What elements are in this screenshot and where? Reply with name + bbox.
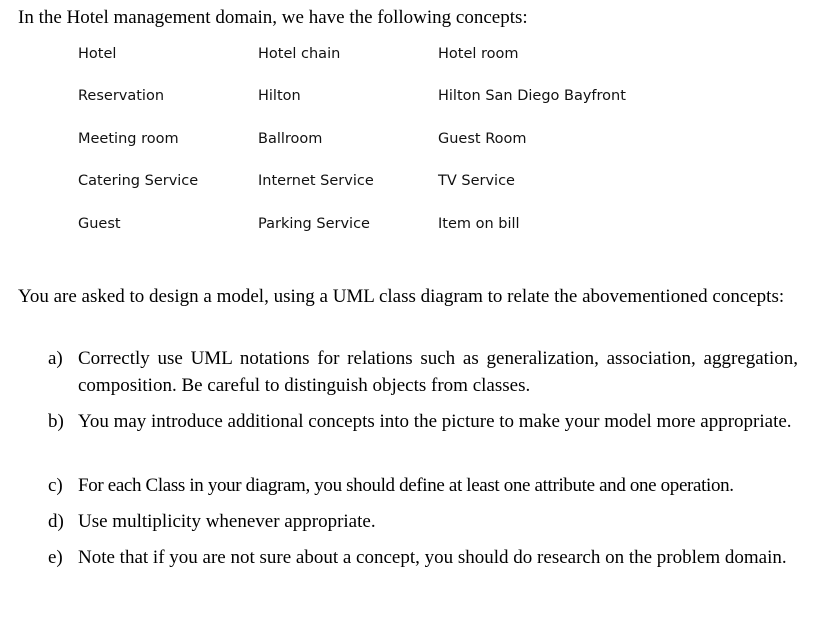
requirement-marker: e) <box>48 547 63 568</box>
concept-internet-service: Internet Service <box>258 173 374 189</box>
concept-guest: Guest <box>78 216 121 232</box>
requirement-c <box>48 472 798 499</box>
requirement-marker: c) <box>48 475 63 496</box>
requirement-marker: a) <box>48 348 63 369</box>
requirement-a <box>48 345 798 399</box>
concept-meeting-room: Meeting room <box>78 131 179 147</box>
concept-ballroom: Ballroom <box>258 131 323 147</box>
concept-reservation: Reservation <box>78 88 165 104</box>
concept-guest-room: Guest Room <box>438 131 527 147</box>
concept-hilton: Hilton <box>258 88 301 104</box>
concept-tv-service: TV Service <box>438 173 515 189</box>
requirement-b <box>48 408 798 435</box>
concept-item-on-bill: Item on bill <box>438 216 520 232</box>
concept-hotel: Hotel <box>78 46 117 62</box>
requirement-text: Note that if you are not sure about a concept, you should do research on the problem domain. <box>78 547 787 568</box>
requirement-text: You may introduce additional concepts into the picture to make your model more appropriate. <box>78 411 792 432</box>
concept-catering-service: Catering Service <box>78 173 199 189</box>
requirement-marker: b) <box>48 411 64 432</box>
concept-hilton-san-diego-bayfront: Hilton San Diego Bayfront <box>438 88 626 104</box>
concept-hotel-chain: Hotel chain <box>258 46 341 62</box>
intro-text: In the Hotel management domain, we have the following concepts: <box>18 7 528 28</box>
task-paragraph: You are asked to design a model, using a UML class diagram to relate the abovementioned concepts: <box>18 286 785 307</box>
requirement-d <box>48 508 798 535</box>
concept-parking-service: Parking Service <box>258 216 370 232</box>
requirement-text: For each Class in your diagram, you should define at least one attribute and one operation. <box>78 475 734 496</box>
requirement-marker: d) <box>48 511 64 532</box>
concept-hotel-room: Hotel room <box>438 46 519 62</box>
requirement-e <box>48 544 798 571</box>
requirement-text: Use multiplicity whenever appropriate. <box>78 511 376 532</box>
requirement-text: Correctly use UML notations for relations such as generalization, association, aggregation, composition. Be careful to distinguish objects from classes. <box>78 348 798 396</box>
